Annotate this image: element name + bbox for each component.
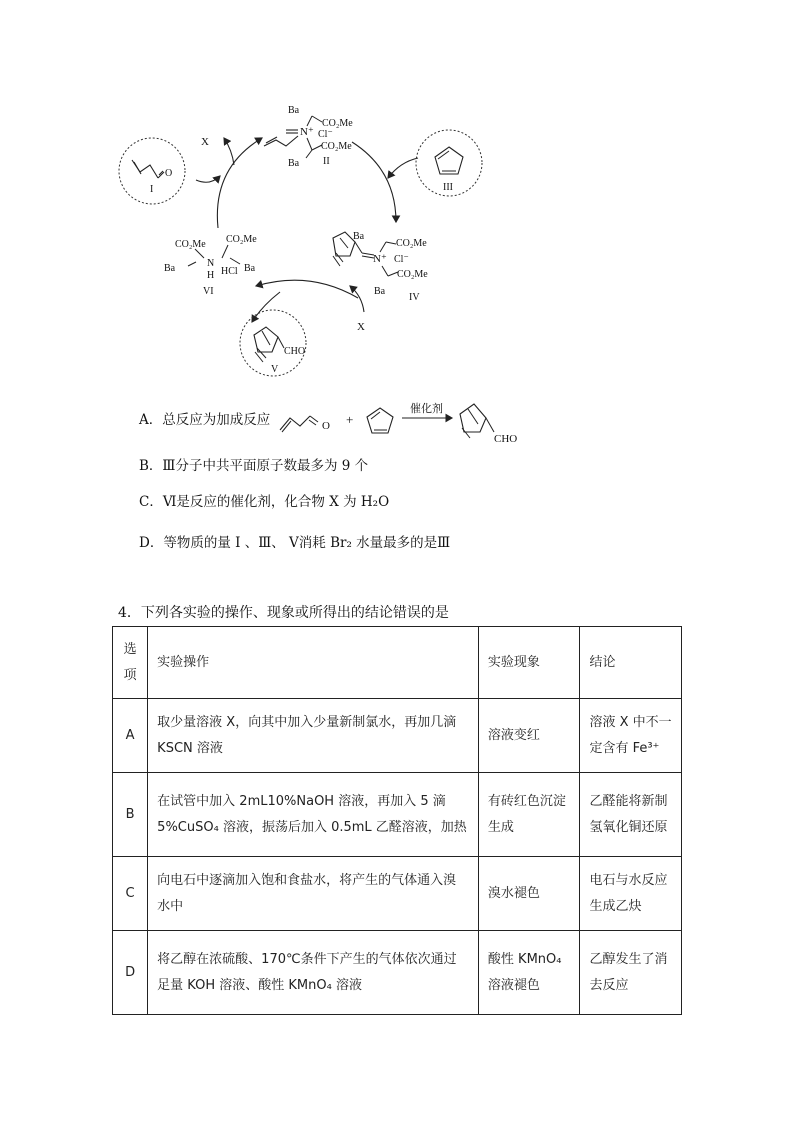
catalytic-cycle-diagram bbox=[0, 0, 794, 390]
compound-V bbox=[240, 310, 306, 376]
row-conclusion: 电石与水反应生成乙炔 bbox=[580, 857, 682, 931]
compound-IV-Ba-bottom: Ba bbox=[374, 286, 386, 297]
compound-VI-CO2Me-right: CO₂Me bbox=[226, 234, 257, 245]
option-A-catalyst: 催化剂 bbox=[410, 403, 443, 415]
label-X-bottom: X bbox=[357, 321, 365, 333]
arrow-V-out bbox=[252, 292, 280, 322]
catalytic-cycle-svg bbox=[0, 0, 794, 390]
compound-IV-Cl: Cl⁻ bbox=[394, 254, 409, 265]
option-A-O: O bbox=[322, 420, 330, 432]
row-option: B bbox=[113, 773, 148, 857]
header-phenomenon: 实验现象 bbox=[478, 627, 580, 699]
question-4-title: 4．下列各实验的操作、现象或所得出的结论错误的是 bbox=[118, 605, 449, 621]
header-operation: 实验操作 bbox=[148, 627, 479, 699]
compound-II-N: N⁺ bbox=[300, 126, 314, 138]
arrow-III-in bbox=[388, 158, 418, 178]
compound-V-CHO: CHO bbox=[284, 346, 306, 357]
compound-IV-Ba-top: Ba bbox=[353, 231, 365, 242]
table-row bbox=[113, 773, 682, 857]
row-option: A bbox=[113, 699, 148, 773]
arrow-II-to-IV bbox=[352, 142, 396, 222]
row-phenomenon: 溶液变红 bbox=[478, 699, 580, 773]
table-row bbox=[113, 931, 682, 1015]
row-conclusion: 乙醇发生了消去反应 bbox=[580, 931, 682, 1015]
table-row bbox=[113, 699, 682, 773]
row-operation: 取少量溶液 X，向其中加入少量新制氯水，再加几滴 KSCN 溶液 bbox=[148, 699, 479, 773]
row-operation: 向电石中逐滴加入饱和食盐水，将产生的气体通入溴水中 bbox=[148, 857, 479, 931]
compound-VI-Ba-right: Ba bbox=[244, 263, 256, 274]
compound-IV-CO2Me-bottom: CO₂Me bbox=[397, 269, 428, 280]
row-phenomenon: 酸性 KMnO₄ 溶液褪色 bbox=[478, 931, 580, 1015]
row-phenomenon: 有砖红色沉淀生成 bbox=[478, 773, 580, 857]
option-B: B．Ⅲ分子中共平面原子数最多为 9 个 bbox=[139, 458, 369, 474]
arrow-X-in bbox=[350, 286, 364, 312]
option-A-CHO: CHO bbox=[494, 433, 518, 445]
compound-I bbox=[119, 138, 185, 204]
compound-V-label: V bbox=[271, 364, 279, 375]
compound-IV-N: N⁺ bbox=[373, 253, 387, 265]
compound-III bbox=[416, 130, 482, 196]
compound-VI-label: VI bbox=[203, 286, 214, 297]
table-header-row bbox=[113, 627, 682, 699]
header-option: 选项 bbox=[113, 627, 148, 699]
compound-II-CO2Me-bottom: CO₂Me bbox=[321, 141, 352, 152]
compound-II-label: II bbox=[323, 156, 330, 167]
option-D: D．等物质的量 Ⅰ 、Ⅲ、 Ⅴ消耗 Br₂ 水量最多的是Ⅲ bbox=[139, 535, 451, 551]
compound-I-O: O bbox=[165, 168, 173, 179]
arrow-X-out bbox=[224, 138, 234, 165]
table-row bbox=[113, 857, 682, 931]
compound-IV-CO2Me-top: CO₂Me bbox=[396, 238, 427, 249]
option-A bbox=[139, 410, 270, 430]
compound-II-Cl: Cl⁻ bbox=[318, 129, 333, 140]
compound-VI-H: H bbox=[207, 270, 215, 281]
row-phenomenon: 溴水褪色 bbox=[478, 857, 580, 931]
option-C: C．Ⅵ是反应的催化剂，化合物 X 为 H₂O bbox=[139, 494, 390, 510]
compound-VI-CO2Me-left: CO₂Me bbox=[175, 239, 206, 250]
row-operation: 在试管中加入 2mL10%NaOH 溶液，再加入 5 滴 5%CuSO₄ 溶液，振荡后加入 0.5mL 乙醛溶液，加热 bbox=[148, 773, 479, 857]
compound-II-CO2Me-top: CO₂Me bbox=[322, 118, 353, 129]
row-option: D bbox=[113, 931, 148, 1015]
compound-II-Ba-top: Ba bbox=[288, 105, 300, 116]
option-A-equation bbox=[276, 392, 546, 452]
compound-VI-HCl: HCl bbox=[221, 266, 238, 277]
row-conclusion: 乙醛能将新制氢氧化铜还原 bbox=[580, 773, 682, 857]
arrow-IV-to-VI bbox=[256, 280, 358, 298]
arrow-I-in bbox=[196, 176, 220, 182]
row-conclusion: 溶液 X 中不一定含有 Fe³⁺ bbox=[580, 699, 682, 773]
compound-I-label: I bbox=[150, 184, 154, 195]
row-option: C bbox=[113, 857, 148, 931]
header-conclusion: 结论 bbox=[580, 627, 682, 699]
arrow-VI-to-II bbox=[217, 138, 262, 228]
compound-II-Ba-bottom: Ba bbox=[288, 158, 300, 169]
compound-VI-N: N bbox=[207, 258, 215, 269]
option-A-plus: + bbox=[346, 412, 354, 427]
compound-VI-Ba-left: Ba bbox=[164, 263, 176, 274]
label-X-top: X bbox=[201, 136, 209, 148]
compound-VI bbox=[164, 234, 257, 297]
compound-III-label: III bbox=[443, 182, 453, 193]
experiment-table bbox=[112, 626, 682, 1015]
compound-II bbox=[264, 105, 353, 169]
row-operation: 将乙醇在浓硫酸、170℃条件下产生的气体依次通过足量 KOH 溶液、酸性 KMnO₄ 溶液 bbox=[148, 931, 479, 1015]
option-A-text: A．总反应为加成反应 bbox=[139, 412, 271, 428]
compound-IV-label: IV bbox=[409, 292, 420, 303]
